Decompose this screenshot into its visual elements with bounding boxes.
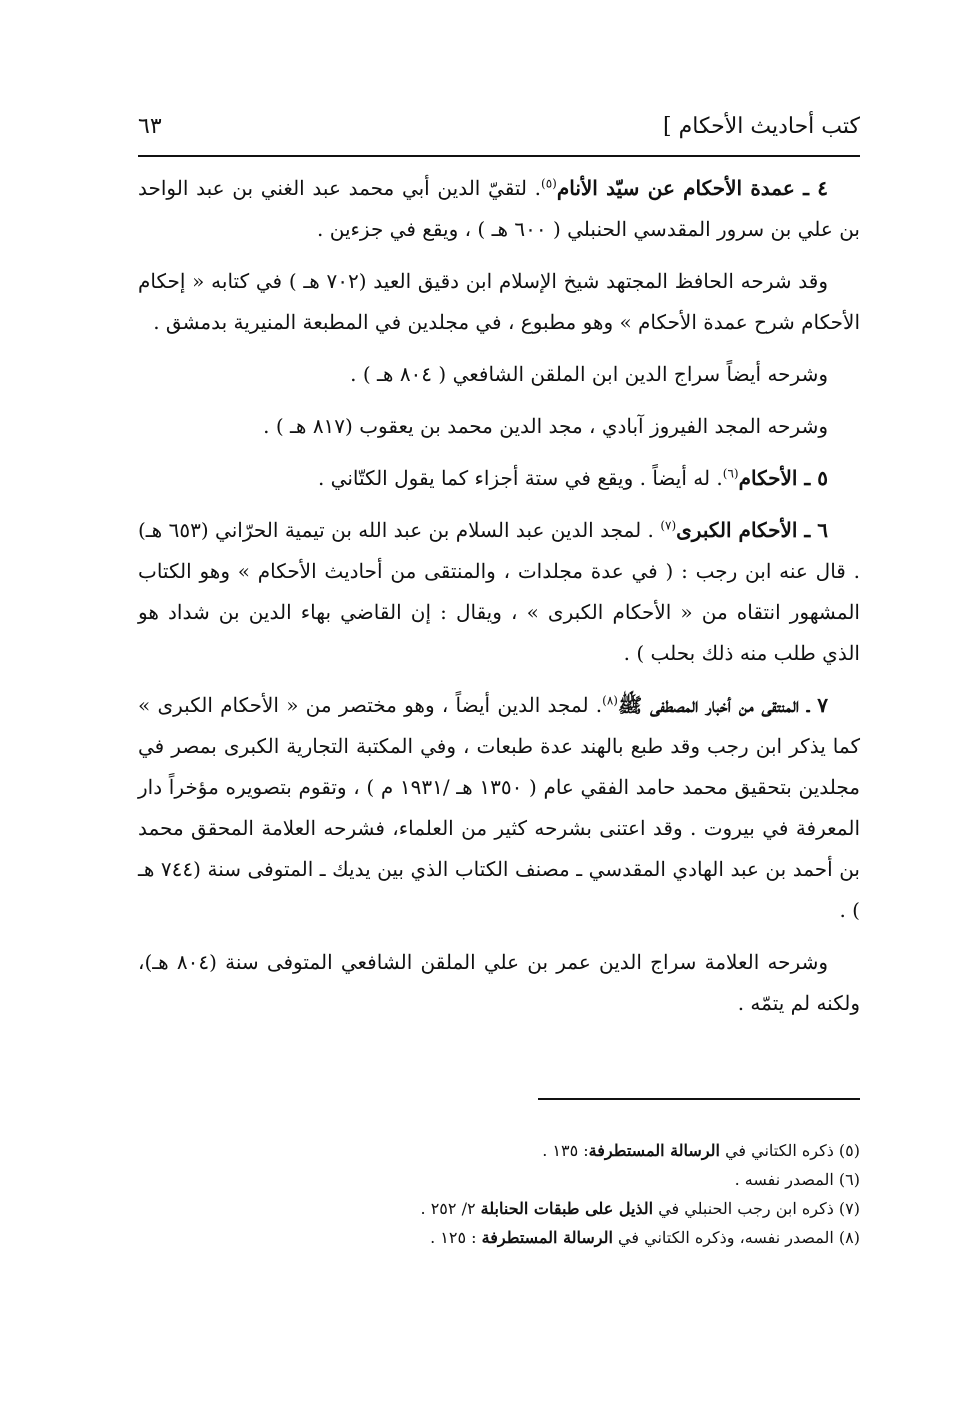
- main-text: [138, 168, 860, 1024]
- paragraph-text: وقد شرحه الحافظ المجتهد شيخ الإسلام ابن دقيق العيد (٧٠٢ هـ ) في كتابه « إحكام الأحكام شرح عمدة الأحكام » وهو مطبوع ، في مجلدين في المطبعة المنيرية بدمشق .: [138, 269, 860, 334]
- footnote-text: (٧) ذكره ابن رجب الحنبلي في: [653, 1199, 860, 1218]
- footnote-text: ٢/ ٢٥٢ .: [420, 1199, 481, 1218]
- paragraph-commentary-3: [138, 406, 860, 447]
- footnote-text: (٥) ذكره الكتاني في: [719, 1141, 860, 1160]
- paragraph-text: وشرحه المجد الفيروز آبادي ، مجد الدين محمد بن يعقوب (٨١٧ هـ ) .: [263, 414, 828, 438]
- page-number: ٦٣: [138, 114, 162, 139]
- paragraph-commentary-1: [138, 261, 860, 343]
- paragraph-item-7: [138, 685, 860, 931]
- footnote-8: [138, 1223, 860, 1252]
- book-title-6: ٦ ـ الأحكام الكبرى: [676, 518, 828, 542]
- paragraph-item-6: [138, 510, 860, 674]
- footnote-ref-7: (٧): [660, 518, 677, 533]
- paragraph-text: . له أيضاً . ويقع في ستة أجزاء كما يقول الكتّاني .: [317, 466, 723, 490]
- footnote-6: [138, 1165, 860, 1194]
- footnotes: [138, 1136, 860, 1252]
- footnote-7: [138, 1194, 860, 1223]
- footnote-5: [138, 1136, 860, 1165]
- book-title-5: ٥ ـ الأحكام: [738, 466, 828, 490]
- paragraph-text: . لتقيّ الدين أبي محمد عبد الغني بن عبد الواحد بن علي بن سرور المقدسي الحنبلي ( ٦٠٠ هـ ) ، ويقع في جزءين .: [138, 176, 860, 241]
- footnote-text: (٨) المصدر نفسه، وذكره الكتاني في: [612, 1228, 860, 1247]
- footnote-source-title: الرسالة المستطرفة: [481, 1228, 613, 1247]
- paragraph-item-4: [138, 168, 860, 250]
- paragraph-text: . لمجد الدين أيضاً ، وهو مختصر من « الأحكام الكبرى » كما يذكر ابن رجب وقد طبع بالهند عدة طبعات ، وفي المكتبة التجارية الكبرى بمصر في مجلدين بتحقيق محمد حامد الفقي عام ( ١٣٥٠ هـ /١٩٣١ م ) ، وتقوم بتصويره مؤخراً دار المعرفة في بيروت . وقد اعتنى بشرحه كثير من العلماء، فشرحه العلامة المحقق محمد بن أحمد بن عبد الهادي المقدسي ـ مصنف الكتاب الذي بين يديك ـ المتوفى سنة (٧٤٤ هـ ) .: [138, 693, 861, 922]
- book-title-7: ٧ ـ المنتقى من أخبار المصطفى ﷺ: [617, 693, 829, 717]
- footnote-ref-8: (٨): [602, 693, 618, 708]
- footnote-text: : ١٢٥ .: [430, 1228, 482, 1247]
- paragraph-text: . لمجد الدين عبد السلام بن عبد الله بن تيمية الحرّاني (٦٥٣ هـ) . قال عنه ابن رجب : ( في عدة مجلدات ، والمنتقى من أحاديث الأحكام » وهو الكتاب المشهور انتقاه من « الأحكام الكبرى » ، ويقال : إن القاضي بهاء الدين بن شداد هو الذي طلب منه ذلك بحلب ) .: [138, 518, 860, 665]
- page-header: [138, 108, 860, 152]
- footnote-rule: [538, 1098, 860, 1100]
- footnote-text: (٦) المصدر نفسه .: [734, 1170, 860, 1189]
- paragraph-item-5: [138, 458, 860, 499]
- footnote-text: : ١٣٥ .: [542, 1141, 589, 1160]
- footnote-source-title: الرسالة المستطرفة: [588, 1141, 720, 1160]
- paragraph-commentary-2: [138, 354, 860, 395]
- running-title: كتب أحاديث الأحكام ]: [663, 114, 860, 139]
- footnote-ref-6: (٦): [722, 466, 739, 481]
- paragraph-text: وشرحه العلامة سراج الدين عمر بن علي الملقن الشافعي المتوفى سنة (٨٠٤ هـ)، ولكنه لم يتمّه .: [138, 950, 860, 1015]
- book-title-4: ٤ ـ عمدة الأحكام عن سيّد الأنام: [556, 176, 828, 200]
- header-rule: [138, 155, 860, 157]
- paragraph-text: وشرحه أيضاً سراج الدين ابن الملقن الشافعي ( ٨٠٤ هـ ) .: [350, 362, 828, 386]
- paragraph-commentary-4: [138, 942, 860, 1024]
- footnote-ref-5: (٥): [541, 176, 557, 191]
- footnote-source-title: الذيل على طبقات الحنابلة: [480, 1199, 654, 1218]
